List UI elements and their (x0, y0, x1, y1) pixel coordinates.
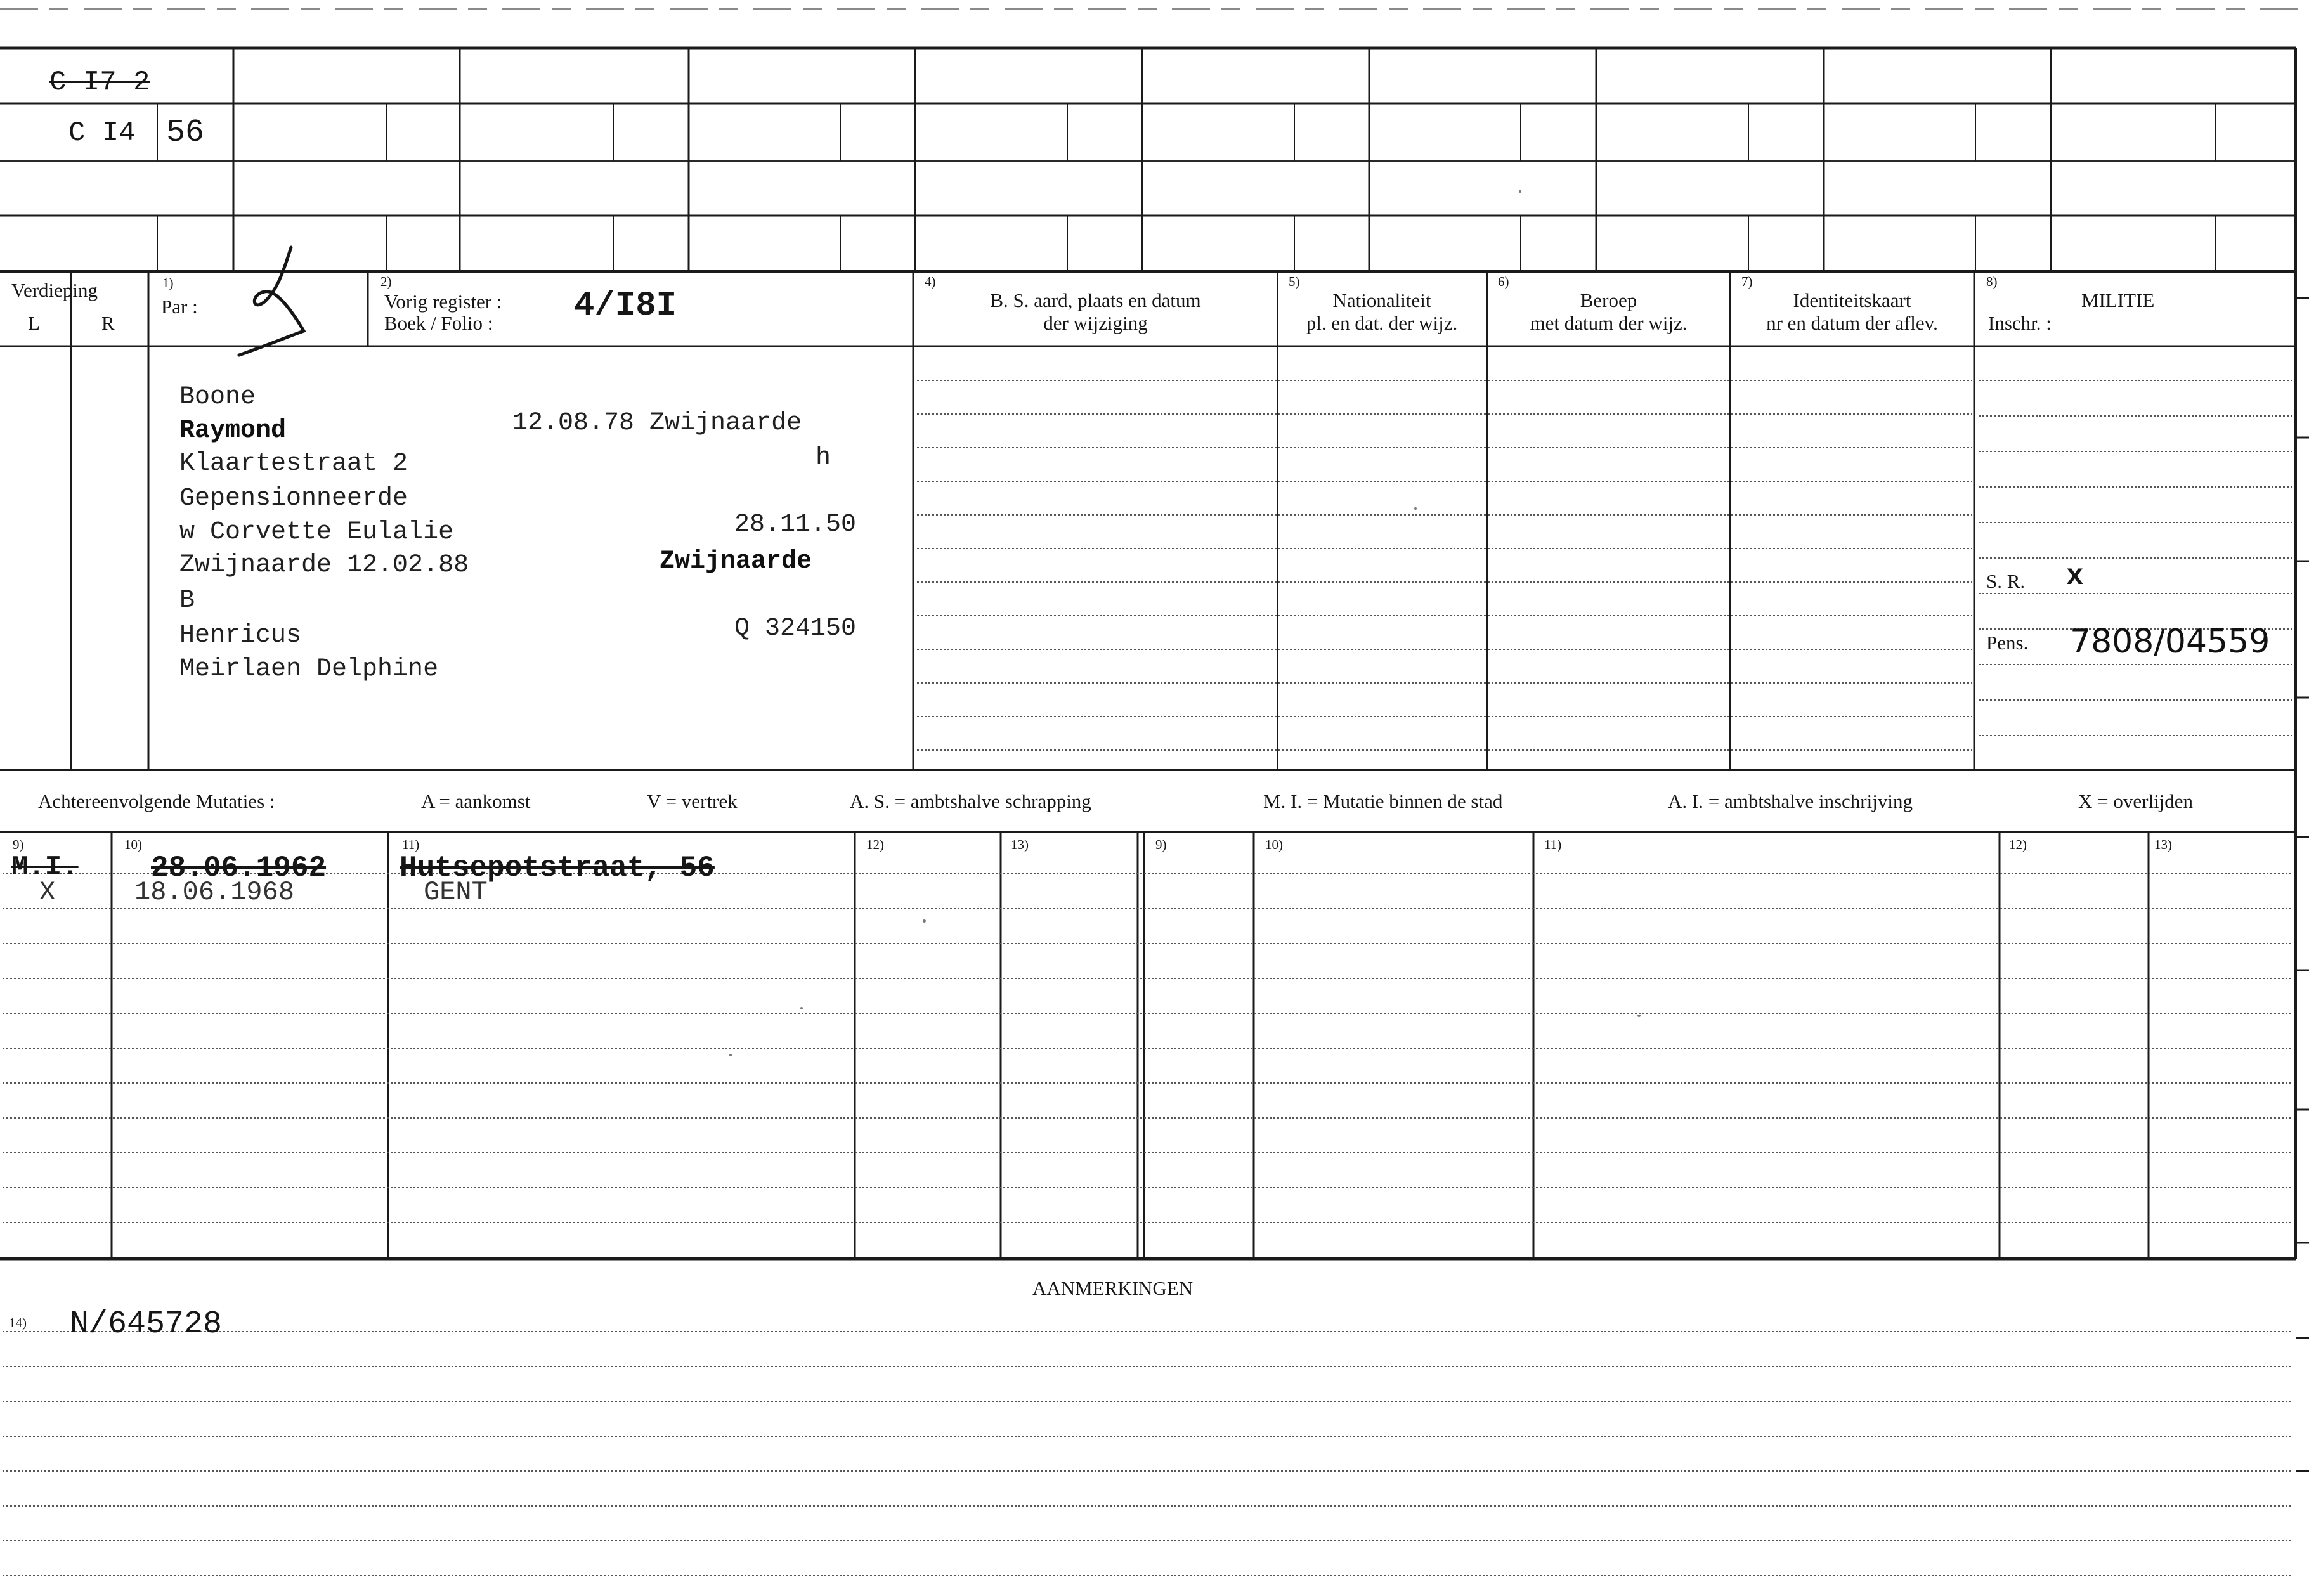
inschr-label: Inschr. : (1988, 312, 2052, 334)
mutation-address: GENT (424, 877, 488, 907)
mutation-col-11b: 11) (1544, 837, 1562, 852)
spouse: w Corvette Eulalie (179, 518, 454, 547)
scan-speck (923, 919, 926, 923)
par-label: Par : (161, 295, 198, 318)
id-number: Q 324150 (734, 614, 857, 643)
scan-speck (800, 1007, 803, 1009)
boek-folio-label: Boek / Folio : (384, 312, 493, 334)
remarks-text: N/645728 (70, 1306, 223, 1342)
vorig-register-label: Vorig register : (384, 290, 502, 313)
first-name: Raymond (179, 417, 287, 445)
mutation-col-10b: 10) (1265, 837, 1283, 852)
occupation: Gepensionneerde (179, 484, 408, 513)
beroep-label-line1: Beroep (1580, 289, 1637, 311)
legend-overlijden: X = overlijden (2078, 790, 2194, 812)
mutation-col-9b: 9) (1155, 837, 1167, 852)
legend-mutatie-binnen-stad: M. I. = Mutatie binnen de stad (1263, 790, 1503, 812)
field-number-14: 14) (9, 1315, 27, 1330)
father-name: Henricus (179, 621, 302, 650)
spouse-birth: Zwijnaarde 12.02.88 (179, 551, 469, 580)
legend-vertrek: V = vertrek (647, 790, 738, 812)
mutation-address: Hutsepotstraat, 56 (400, 852, 715, 885)
scan-speck (1637, 1015, 1641, 1017)
surname: Boone (179, 383, 256, 412)
mutation-col-10: 10) (124, 837, 142, 852)
mutation-date: 28.06.1962 (151, 852, 327, 885)
code-number: 56 (166, 115, 205, 151)
beroep-label-line2: met datum der wijz. (1530, 312, 1688, 334)
spouse-place: Zwijnaarde (660, 547, 812, 576)
code: C I4 (68, 117, 136, 149)
bs-label-line2: der wijziging (1043, 312, 1148, 334)
pens-value: 7808/04559 (2070, 623, 2270, 661)
pens-label: Pens. (1986, 632, 2029, 654)
sr-value: x (2066, 560, 2084, 593)
legend-ambtshalve-schrapping: A. S. = ambtshalve schrapping (850, 790, 1091, 812)
register-value: 4/I8I (574, 287, 677, 325)
scan-speck (1519, 190, 1521, 193)
verdieping-label: Verdieping (11, 279, 98, 301)
nationality: B (179, 587, 195, 615)
field-number-1: 1) (162, 275, 174, 290)
field-number-6: 6) (1498, 274, 1509, 289)
mutations-legend-title: Achtereenvolgende Mutaties : (38, 790, 275, 812)
right-label: R (101, 312, 115, 334)
signature (225, 241, 365, 380)
mutation-col-11: 11) (402, 837, 420, 852)
scan-speck (729, 1054, 732, 1056)
legend-ambtshalve-inschrijving: A. I. = ambtshalve inschrijving (1668, 790, 1913, 812)
nationaliteit-label-line1: Nationaliteit (1332, 289, 1431, 311)
street-address: Klaartestraat 2 (179, 450, 408, 478)
mutation-date: 18.06.1968 (134, 877, 295, 907)
scan-speck (1414, 507, 1417, 510)
legend-aankomst: A = aankomst (421, 790, 531, 812)
militie-label: MILITIE (2081, 289, 2155, 311)
left-label: L (28, 312, 40, 334)
bs-label-line1: B. S. aard, plaats en datum (990, 289, 1201, 311)
remarks-title: AANMERKINGEN (1032, 1277, 1194, 1299)
mutation-col-12: 12) (866, 837, 884, 852)
identiteitskaart-label-line2: nr en datum der aflev. (1766, 312, 1938, 334)
mutation-col-9: 9) (13, 837, 24, 852)
h-mark: h (816, 444, 831, 472)
mutation-type: M.I. (11, 852, 79, 883)
field-number-8: 8) (1986, 274, 1998, 289)
field-number-5: 5) (1289, 274, 1300, 289)
mutation-col-13: 13) (1011, 837, 1029, 852)
birth-date-place: 12.08.78 Zwijnaarde (512, 409, 802, 438)
field-number-4: 4) (925, 274, 936, 289)
nationaliteit-label-line2: pl. en dat. der wijz. (1306, 312, 1458, 334)
mutation-col-12b: 12) (2009, 837, 2027, 852)
field-number-7: 7) (1741, 274, 1753, 289)
sr-label: S. R. (1986, 570, 2026, 592)
old-code: C I7 2 (49, 67, 150, 98)
marriage-date: 28.11.50 (734, 510, 857, 539)
mutation-type: X (39, 877, 56, 907)
mutation-col-13b: 13) (2154, 837, 2172, 852)
field-number-2: 2) (380, 274, 392, 289)
mother-name: Meirlaen Delphine (179, 655, 439, 684)
identiteitskaart-label-line1: Identiteitskaart (1793, 289, 1911, 311)
